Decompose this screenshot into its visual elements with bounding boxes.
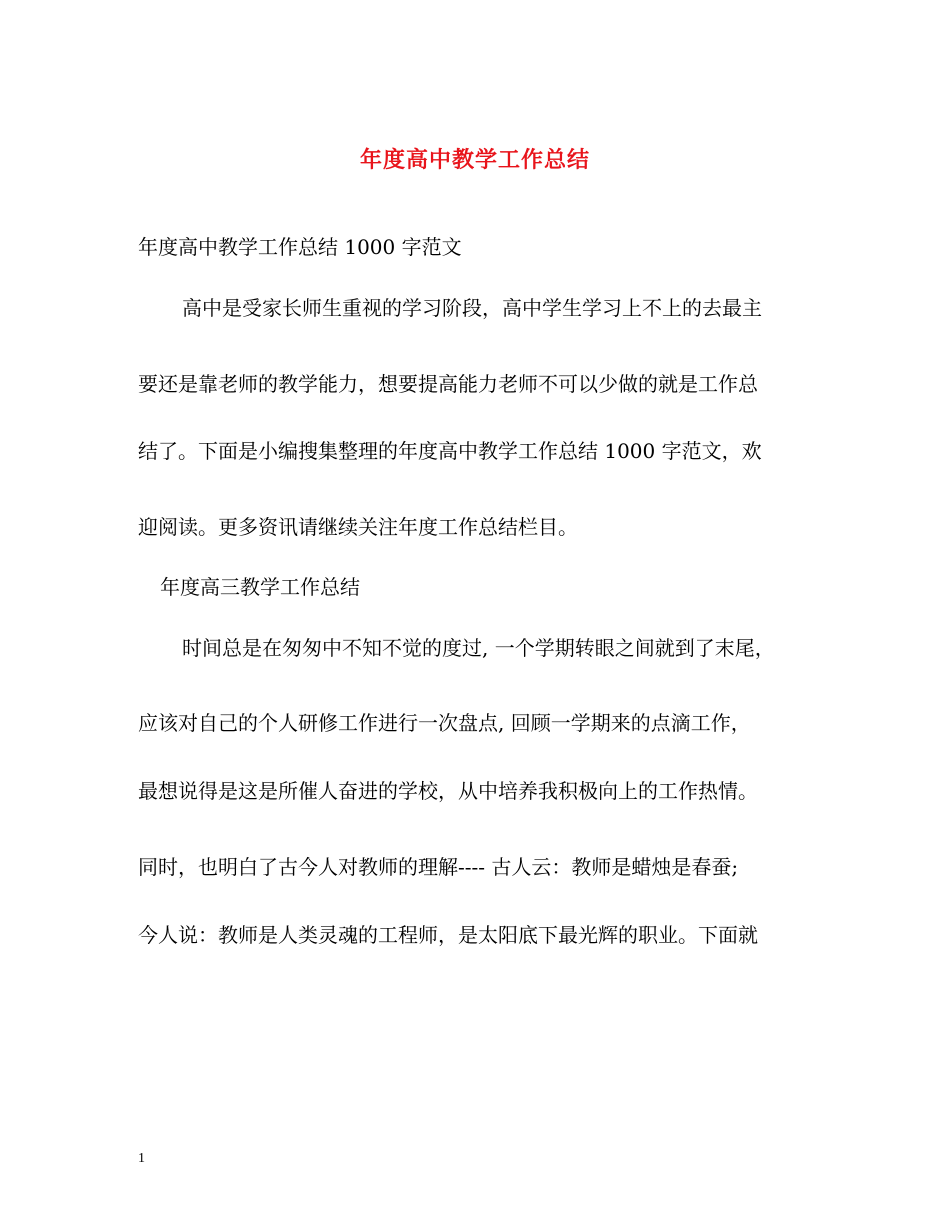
paragraph2-line-4: 同时，也明白了古今人对教师的理解---- 古人云：教师是蜡烛是春蚕; <box>138 855 739 879</box>
section-heading: 年度高三教学工作总结 <box>160 575 360 599</box>
paragraph2-line-2: 应该对自己的个人研修工作进行一次盘点, 回顾一学期来的点滴工作， <box>138 711 751 735</box>
paragraph2-line-3: 最想说得是这是所催人奋进的学校，从中培养我积极向上的工作热情。 <box>138 779 758 803</box>
paragraph2-line-1: 时间总是在匆匆中不知不觉的度过, 一个学期转眼之间就到了末尾， <box>182 636 775 660</box>
paragraph1-line-1: 高中是受家长师生重视的学习阶段，高中学生学习上不上的去最主 <box>182 296 762 320</box>
document-subtitle: 年度高中教学工作总结 1000 字范文 <box>138 235 462 259</box>
paragraph2-line-5: 今人说：教师是人类灵魂的工程师，是太阳底下最光辉的职业。下面就 <box>138 923 758 947</box>
paragraph1-line-3: 结了。下面是小编搜集整理的年度高中教学工作总结 1000 字范文，欢 <box>138 439 762 463</box>
document-title: 年度高中教学工作总结 <box>359 148 590 173</box>
paragraph1-line-2: 要还是靠老师的教学能力，想要提高能力老师不可以少做的就是工作总 <box>138 372 758 396</box>
page-number: 1 <box>138 1151 145 1166</box>
paragraph1-line-4: 迎阅读。更多资讯请继续关注年度工作总结栏目。 <box>138 515 578 539</box>
